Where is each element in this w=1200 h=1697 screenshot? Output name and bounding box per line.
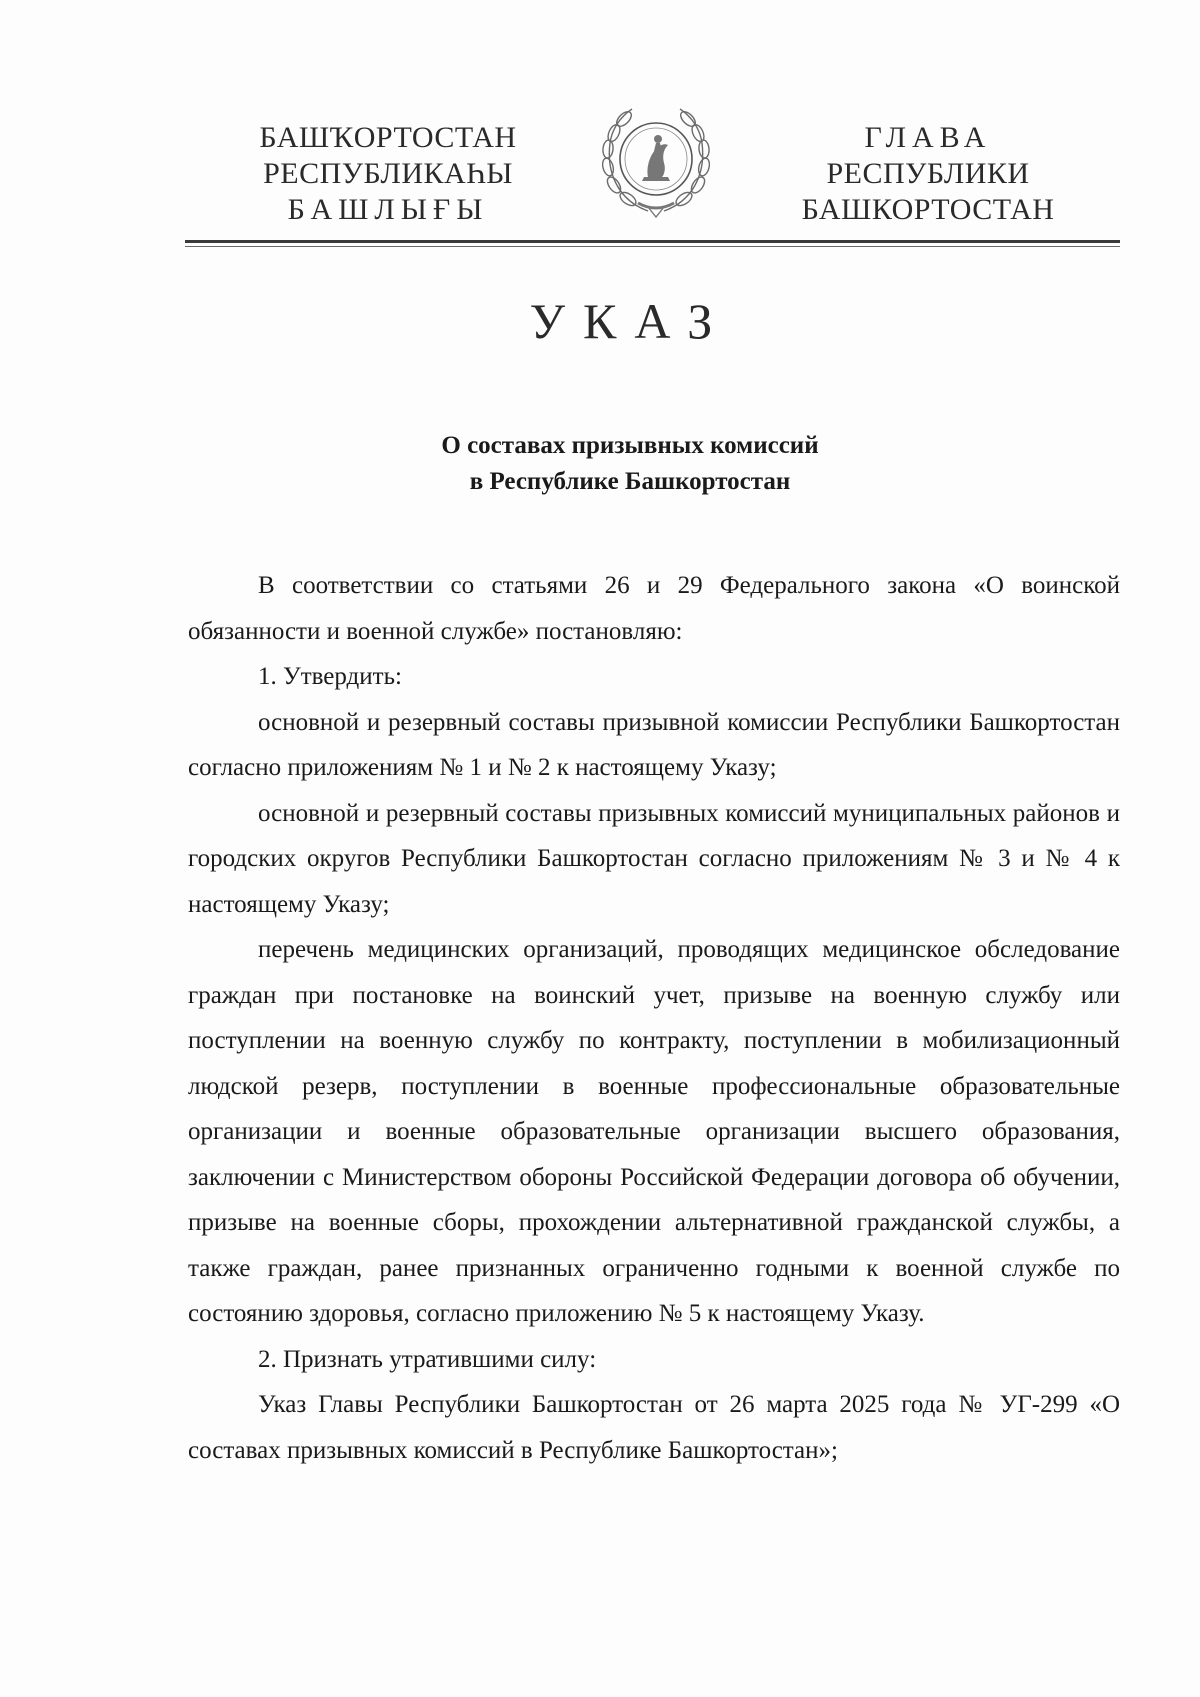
document-subject <box>0 428 1200 500</box>
paragraph-preamble: В соответствии со статьями 26 и 29 Федерального закона «О воинской обязанности и военной службе» постановляю: <box>188 572 1120 645</box>
paragraph-item-2-a: Указ Главы Республики Башкортостан от 26 марта 2025 года № УГ-299 «О составах призывных комиссий в Республике Башкортостан»; <box>188 1391 1120 1464</box>
coat-of-arms-emblem-icon <box>598 103 714 221</box>
header-left-bashkir <box>238 120 538 228</box>
paragraph-item-1-c: перечень медицинских организаций, проводящих медицинское обследование граждан при постановке на воинский учет, призыве на военную службу или поступлении на военную службу по контракту, поступлении в мобилизационный людской резерв, поступлении в военные профессиональные образовательные организации и военные образовательные организации высшего образования, заключении с Министерством обороны Российской Федерации договора об обучении, призыве на военные сборы, прохождении альтернативной гражданской службы, а также граждан, ранее признанных ограниченно годными к военной службе по состоянию здоровья, согласно приложению № 5 к настоящему Указу. <box>188 936 1120 1327</box>
header-left-line3: БАШЛЫҒЫ <box>287 193 489 226</box>
subject-line-2: в Республике Башкортостан <box>469 468 791 495</box>
paragraph-item-2-heading: 2. Признать утратившими силу: <box>258 1345 597 1373</box>
paragraph-item-1-b: основной и резервный составы призывных комиссий муниципальных районов и городских округов Республики Башкортостан согласно приложениям № 3 и № 4 к настоящему Указу; <box>188 799 1120 918</box>
header-left-line1: БАШҠОРТОСТАН <box>259 121 517 154</box>
paragraph-item-1-heading: 1. Утвердить: <box>258 663 402 690</box>
header-right-line3: БАШКОРТОСТАН <box>801 193 1055 226</box>
subject-line-1: О составах призывных комиссий <box>441 432 819 459</box>
header-right-line1: ГЛАВА <box>864 121 992 154</box>
header-right-line2: РЕСПУБЛИКИ <box>826 157 1030 190</box>
paragraph-item-1-a: основной и резервный составы призывной комиссии Республики Башкортостан согласно приложениям № 1 и № 2 к настоящему Указу; <box>188 708 1120 781</box>
header-divider-thin <box>185 246 1120 247</box>
header-divider-thick <box>185 240 1120 243</box>
header-left-line2: РЕСПУБЛИКАҺЫ <box>263 157 513 190</box>
document-type-title: УКАЗ <box>529 293 731 349</box>
header-right-russian <box>788 120 1068 228</box>
document-body <box>188 563 1120 1473</box>
